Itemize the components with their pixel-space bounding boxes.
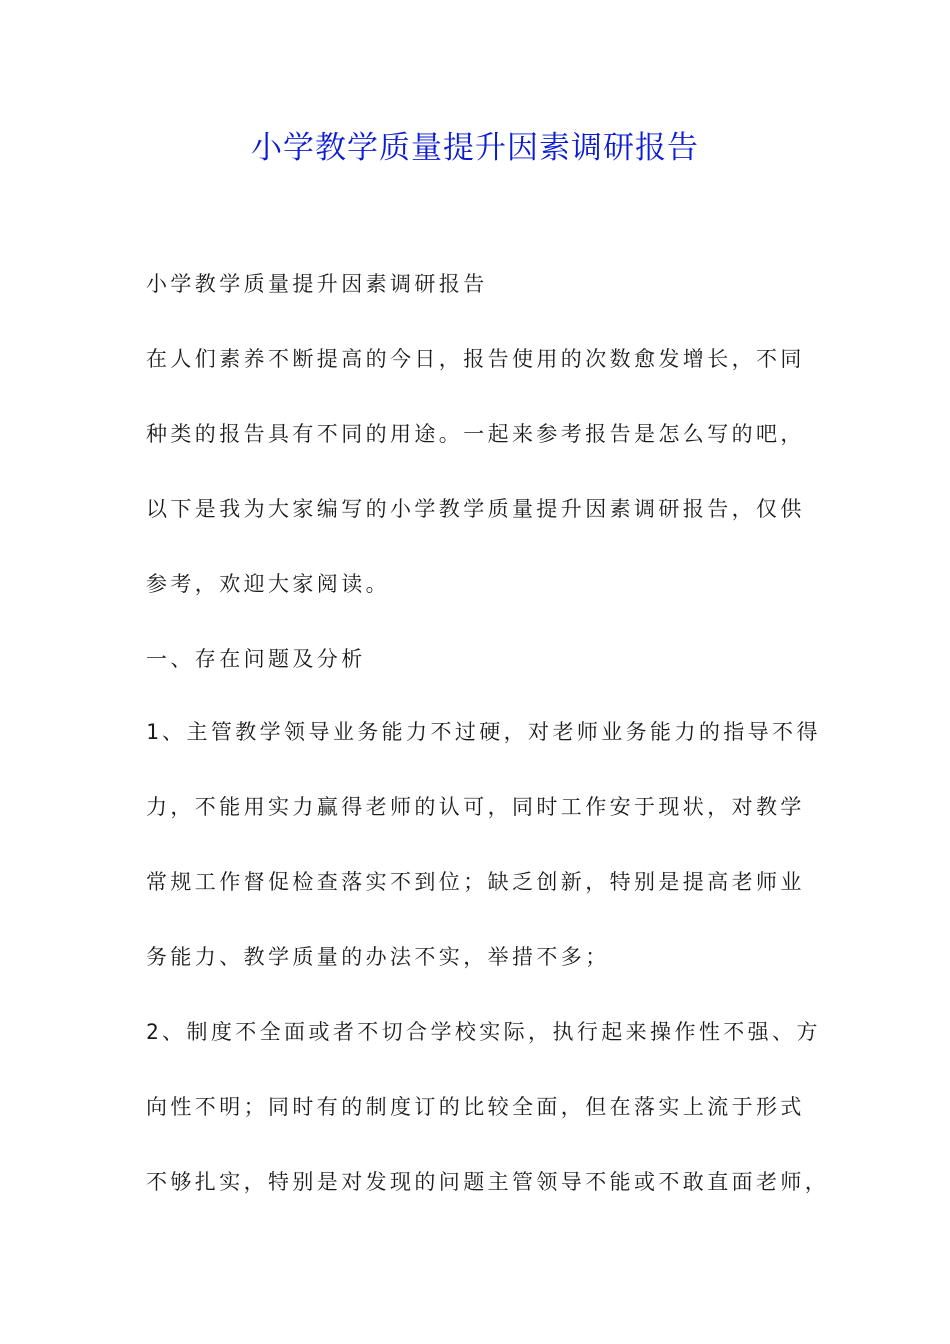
paragraph-line: 种类的报告具有不同的用途。一起来参考报告是怎么写的吧， — [146, 422, 805, 446]
paragraph-line: 常规工作督促检查落实不到位；缺乏创新，特别是提高老师业 — [146, 870, 805, 894]
paragraph-line: 不够扎实，特别是对发现的问题主管领导不能或不敢直面老师， — [146, 1170, 830, 1194]
paragraph-line: 务能力、教学质量的办法不实，举措不多； — [146, 945, 610, 969]
subtitle-line: 小学教学质量提升因素调研报告 — [146, 272, 488, 296]
paragraph-line: 力，不能用实力赢得老师的认可，同时工作安于现状，对教学 — [146, 795, 805, 819]
paragraph-line: 以下是我为大家编写的小学教学质量提升因素调研报告，仅供 — [146, 497, 805, 521]
paragraph-line: 向性不明；同时有的制度订的比较全面，但在落实上流于形式 — [146, 1095, 805, 1119]
paragraph-line: 1、主管教学领导业务能力不过硬，对老师业务能力的指导不得 — [146, 720, 821, 744]
section-heading: 一、存在问题及分析 — [146, 647, 366, 671]
paragraph-line: 2、制度不全面或者不切合学校实际，执行起来操作性不强、方 — [146, 1020, 821, 1044]
paragraph-line: 参考，欢迎大家阅读。 — [146, 572, 390, 596]
paragraph-line: 在人们素养不断提高的今日，报告使用的次数愈发增长，不同 — [146, 347, 805, 371]
document-title: 小学教学质量提升因素调研报告 — [251, 130, 699, 166]
